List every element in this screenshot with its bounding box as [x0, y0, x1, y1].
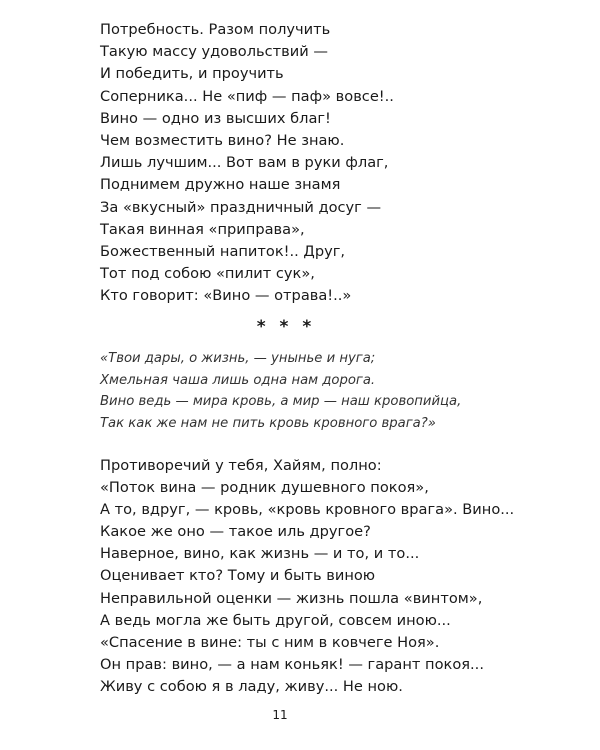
verse-line: Оценивает кто? Тому и быть виною [100, 567, 376, 585]
verse-line: Наверное, вино, как жизнь — и то, и то... [100, 545, 420, 563]
verse-line: Чем возместить вино? Не знаю. [100, 132, 345, 150]
verse-line: Неправильной оценки — жизнь пошла «винтом», [100, 589, 483, 607]
poem-stanza-2 [100, 455, 514, 698]
verse-line: Поднимем дружно наше знамя [100, 176, 341, 194]
verse-line: Живу с собою я в ладу, живу... Не ною. [100, 677, 403, 695]
verse-line: Противоречий у тебя, Хайям, полно: [100, 457, 382, 474]
verse-line: Божественный напиток!.. Друг, [100, 243, 346, 261]
verse-line: Вино — одно из высших благ! [100, 109, 331, 127]
verse-line: Соперника... Не «пиф — паф» вовсе!.. [100, 87, 394, 105]
quote-line: «Твои дары, о жизнь, — унынье и нуга; [100, 351, 376, 366]
verse-line: Тот под собою «пилит сук», [100, 265, 315, 283]
quote-line: Хмельная чаша лишь одна нам дорога. [100, 372, 376, 388]
verse-line: За «вкусный» праздничный досуг — [100, 198, 382, 216]
verse-line: Кто говорит: «Вино — отрава!..» [100, 287, 352, 305]
verse-line: И победить, и проучить [100, 65, 284, 83]
quote-line: Так как же нам не пить кровь кровного врага?» [100, 415, 436, 431]
verse-line: Такая винная «приправа», [100, 220, 305, 238]
page-number: 11 [272, 708, 288, 722]
verse-line: «Поток вина — родник душевного покоя», [100, 479, 429, 497]
verse-line: А ведь могла же быть другой, совсем иною... [100, 611, 451, 629]
verse-line: Такую массу удовольствий — [100, 43, 328, 61]
verse-line: Лишь лучшим... Вот вам в руки флаг, [100, 154, 389, 172]
verse-line: «Спасение в вине: ты с ним в ковчеге Ноя». [100, 633, 440, 651]
section-separator: * * * [256, 317, 316, 337]
verse-line: Потребность. Разом получить [100, 21, 331, 38]
quoted-rubai [100, 348, 461, 434]
verse-line: Какое же оно — такое иль другое? [100, 523, 371, 541]
verse-line: Он прав: вино, — а нам коньяк! — гарант покоя... [100, 655, 484, 673]
quote-line: Вино ведь — мира кровь, а мир — наш кровопийца, [100, 394, 462, 410]
verse-line: А то, вдруг, — кровь, «кровь кровного врага». Вино... [100, 501, 515, 519]
poem-stanza-1 [100, 19, 394, 308]
